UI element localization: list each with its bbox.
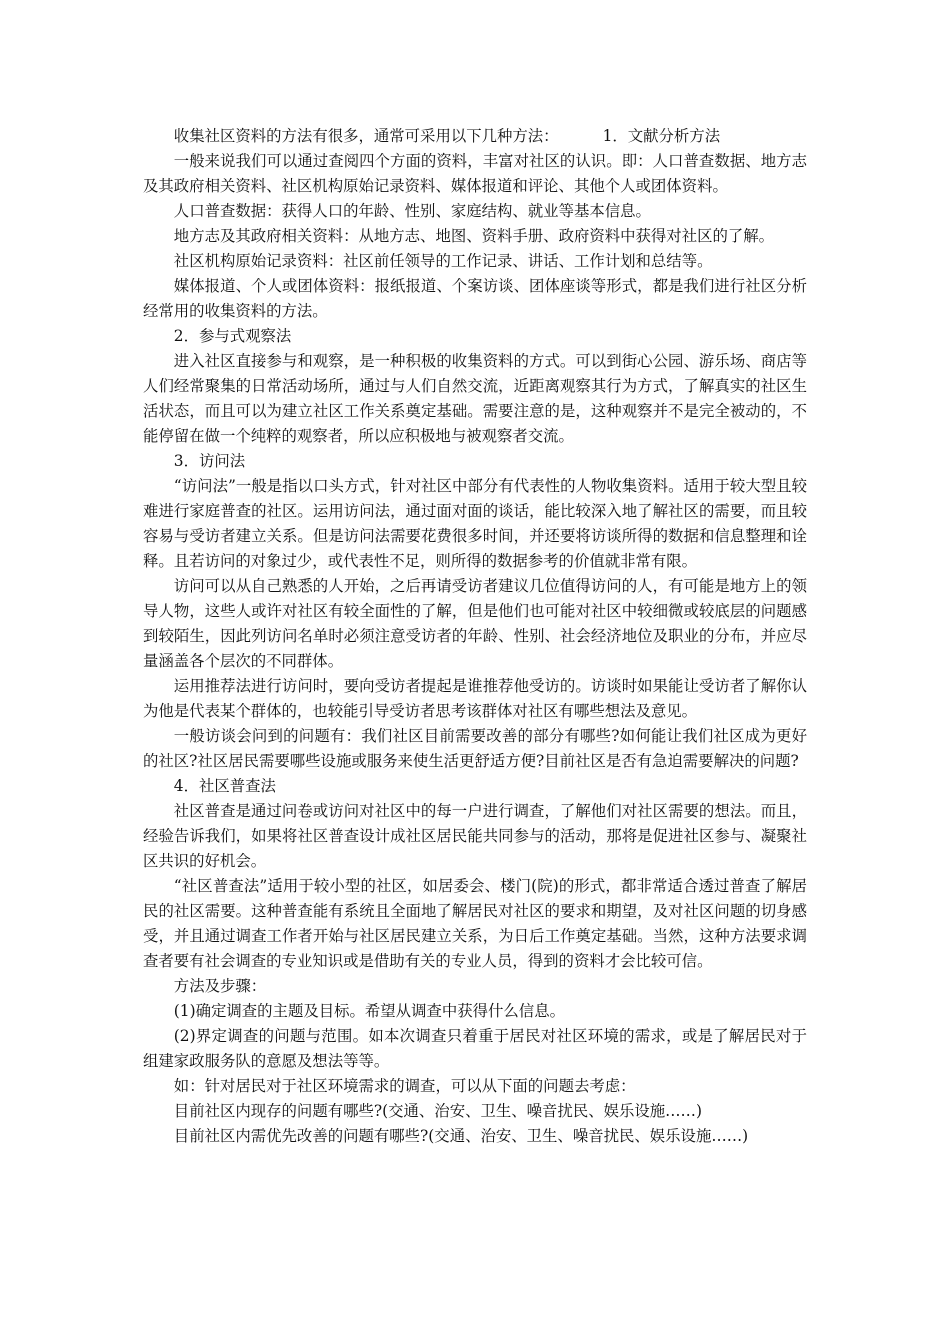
paragraph-10: 一般访谈会问到的问题有：我们社区目前需要改善的部分有哪些?如何能让我们社区成为更好的社区?社区居民需要哪些设施或服务来使生活更舒适方便?目前社区是否有急迫需要解决的问题? [143, 727, 807, 770]
paragraph-11: 社区普查是通过问卷或访问对社区中的每一户进行调查，了解他们对社区需要的想法。而且，经验告诉我们，如果将社区普查设计成社区居民能共同参与的活动，那将是促进社区参与、凝聚社区共识的好机会。 [143, 802, 807, 870]
paragraph-3: 地方志及其政府相关资料：从地方志、地图、资料手册、政府资料中获得对社区的了解。 [173, 227, 775, 245]
section-heading-2: 2．参与式观察法 [173, 327, 292, 345]
paragraph-8: 访问可以从自己熟悉的人开始，之后再请受访者建议几位值得访问的人，有可能是地方上的领导人物，这些人或许对社区有较全面性的了解，但是他们也可能对社区中较细微或较底层的问题感到较陌生，因此列访问名单时必须注意受访者的年龄、性别、社会经济地位及职业的分布，并应尽量涵盖各个层次的不同群体。 [143, 577, 807, 670]
paragraph-4: 社区机构原始记录资料：社区前任领导的工作记录、讲话、工作计划和总结等。 [173, 252, 713, 270]
intro-text: 收集社区资料的方法有很多，通常可采用以下几种方法： [173, 127, 559, 145]
document-body [143, 124, 807, 1149]
paragraph-12: “社区普查法”适用于较小型的社区，如居委会、楼门(院)的形式，都非常适合透过普查了解居民的社区需要。这种普查能有系统且全面地了解居民对社区的要求和期望，及对社区问题的切身感受，并且通过调查工作者开始与社区居民建立关系，为日后工作奠定基础。当然，这种方法要求调查者要有社会调查的专业知识或是借助有关的专业人员，得到的资料才会比较可信。 [143, 877, 807, 970]
section-heading-3: 3．访问法 [173, 452, 246, 470]
paragraph-15: (2)界定调查的问题与范围。如本次调查只着重于居民对社区环境的需求，或是了解居民对于组建家政服务队的意愿及想法等等。 [143, 1027, 807, 1070]
section-heading-1: 1．文献分析方法 [602, 127, 721, 145]
section-heading-4: 4．社区普查法 [173, 777, 276, 795]
paragraph-16: 如：针对居民对于社区环境需求的调查，可以从下面的问题去考虑： [173, 1077, 636, 1095]
paragraph-9: 运用推荐法进行访问时，要向受访者提起是谁推荐他受访的。访谈时如果能让受访者了解你认为他是代表某个群体的，也较能引导受访者思考该群体对社区有哪些想法及意见。 [143, 677, 807, 720]
paragraph-5: 媒体报道、个人或团体资料：报纸报道、个案访谈、团体座谈等形式，都是我们进行社区分析经常用的收集资料的方法。 [143, 277, 807, 320]
paragraph-2: 人口普查数据：获得人口的年龄、性别、家庭结构、就业等基本信息。 [173, 202, 651, 220]
paragraph-14: (1)确定调查的主题及目标。希望从调查中获得什么信息。 [173, 1002, 565, 1020]
paragraph-1: 一般来说我们可以通过查阅四个方面的资料，丰富对社区的认识。即：人口普查数据、地方志及其政府相关资料、社区机构原始记录资料、媒体报道和评论、其他个人或团体资料。 [143, 152, 807, 195]
paragraph-18: 目前社区内需优先改善的问题有哪些?(交通、治安、卫生、噪音扰民、娱乐设施……) [173, 1127, 749, 1145]
paragraph-17: 目前社区内现存的问题有哪些?(交通、治安、卫生、噪音扰民、娱乐设施……) [173, 1102, 702, 1120]
paragraph-7: “访问法”一般是指以口头方式，针对社区中部分有代表性的人物收集资料。适用于较大型且较难进行家庭普查的社区。运用访问法，通过面对面的谈话，能比较深入地了解社区的需要，而且较容易与受访者建立关系。但是访问法需要花费很多时间，并还要将访谈所得的数据和信息整理和诠释。且若访问的对象过少，或代表性不足，则所得的数据参考的价值就非常有限。 [143, 477, 807, 570]
paragraph-13: 方法及步骤： [173, 977, 267, 995]
paragraph-6: 进入社区直接参与和观察，是一种积极的收集资料的方式。可以到街心公园、游乐场、商店等人们经常聚集的日常活动场所，通过与人们自然交流，近距离观察其行为方式，了解真实的社区生活状态，而且可以为建立社区工作关系奠定基础。需要注意的是，这种观察并不是完全被动的，不能停留在做一个纯粹的观察者，所以应积极地与被观察者交流。 [143, 352, 807, 445]
intro-line [143, 124, 807, 149]
